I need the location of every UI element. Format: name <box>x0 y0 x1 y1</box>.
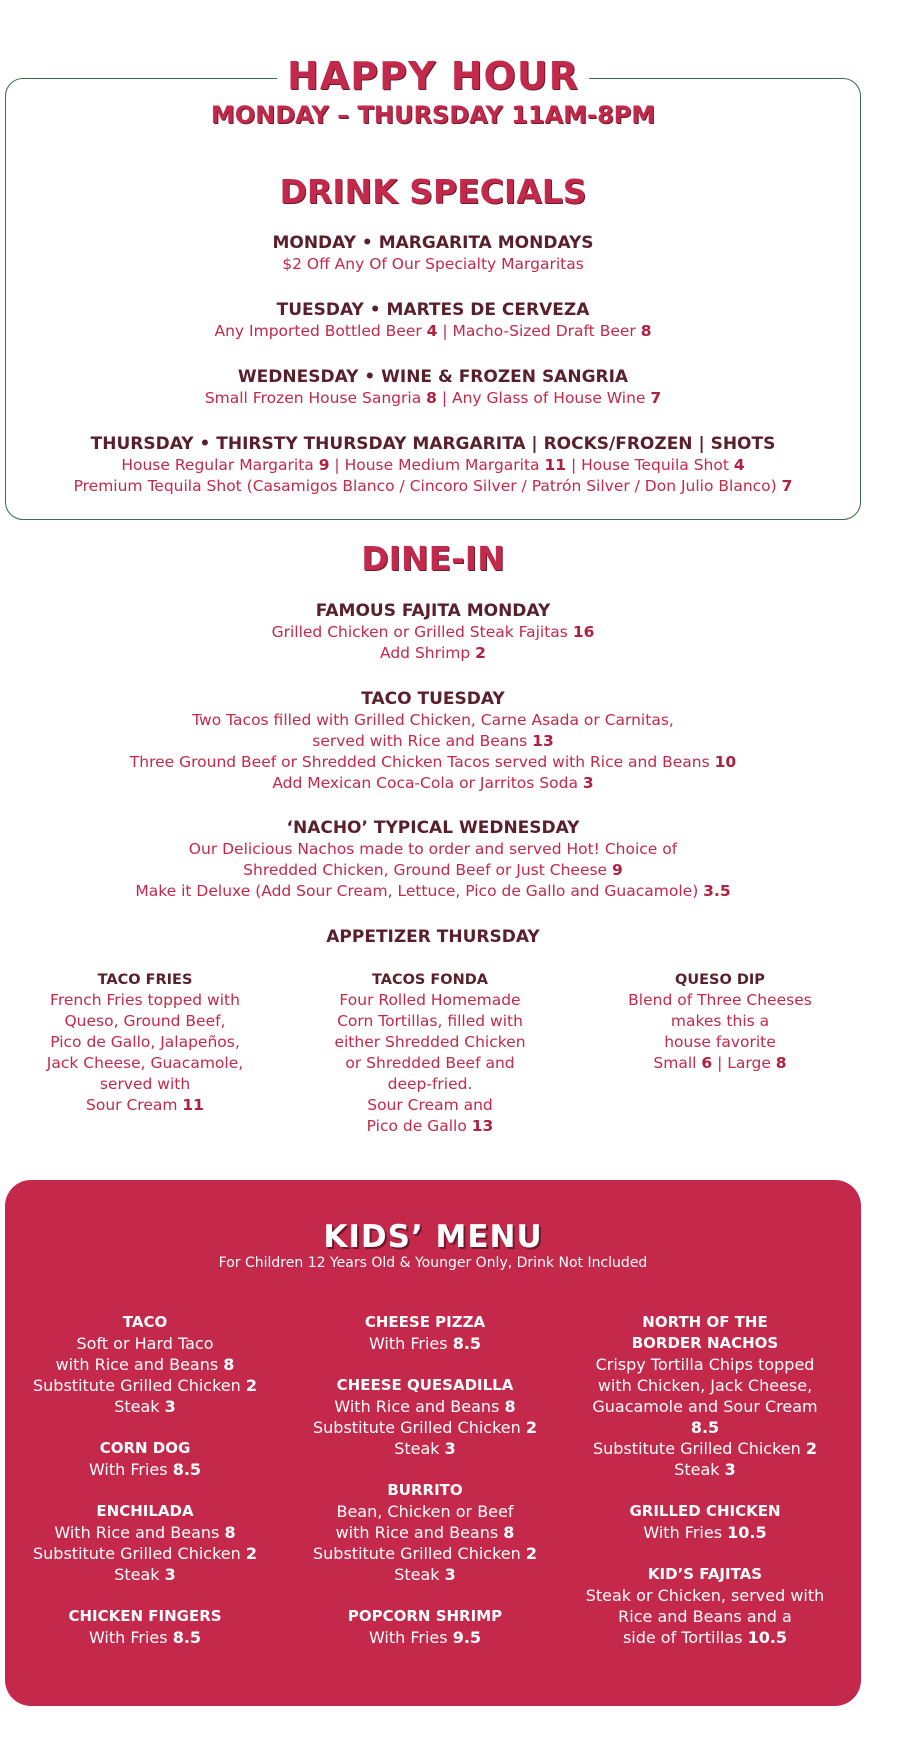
item-line <box>570 1354 840 1375</box>
item-line <box>20 1032 270 1053</box>
item-line <box>0 839 866 860</box>
item-line <box>20 1053 270 1074</box>
item-heading: GRILLED CHICKEN <box>629 1502 781 1520</box>
item-text: Bean, Chicken or Beef <box>336 1502 514 1521</box>
item-price: 3 <box>444 1439 456 1458</box>
kids-menu-item <box>290 1312 560 1354</box>
item-text: Steak or Chicken, served with <box>585 1586 825 1605</box>
item-text: with Chicken, Jack Cheese, <box>597 1376 813 1395</box>
dine-in-thursday <box>0 926 866 948</box>
item-line <box>10 1396 280 1417</box>
item-text: $2 Off Any Of Our Specialty Margaritas <box>282 255 584 273</box>
item-text: Three Ground Beef or Shredded Chicken Tacos served with Rice and Beans <box>129 753 715 771</box>
item-price: 7 <box>781 477 793 495</box>
item-text: Our Delicious Nachos made to order and served Hot! Choice of <box>188 840 678 858</box>
item-heading: FAMOUS FAJITA MONDAY <box>315 601 551 621</box>
item-text: Steak <box>394 1439 445 1458</box>
item-text: Steak <box>114 1397 165 1416</box>
item-text: Guacamole and Sour Cream <box>592 1397 818 1416</box>
item-line <box>10 1543 280 1564</box>
item-line <box>595 1053 845 1074</box>
item-line <box>0 860 866 881</box>
item-line <box>570 1522 840 1543</box>
item-line <box>570 1396 840 1417</box>
item-text: Sour Cream and <box>367 1096 493 1114</box>
item-heading: ‘NACHO’ TYPICAL WEDNESDAY <box>286 818 580 838</box>
item-heading: TACO TUESDAY <box>361 689 505 709</box>
appetizer-tacos-fonda <box>305 970 555 1137</box>
item-price: 8 <box>426 389 437 407</box>
item-price: 8 <box>223 1355 235 1374</box>
item-text: Sour Cream <box>86 1096 183 1114</box>
appetizer-queso-dip <box>595 970 845 1074</box>
item-price: 8 <box>504 1397 516 1416</box>
item-text: served with Rice and Beans <box>312 732 533 750</box>
item-line <box>0 388 866 409</box>
item-line <box>10 1459 280 1480</box>
item-line <box>0 752 866 773</box>
dine-in-tuesday <box>0 688 866 794</box>
item-line <box>0 710 866 731</box>
kids-menu-item <box>10 1312 280 1417</box>
drink-special-thursday <box>0 433 866 497</box>
kids-menu-item <box>10 1438 280 1480</box>
drink-special-monday <box>0 232 866 275</box>
kids-menu-item <box>570 1312 840 1480</box>
item-price: 2 <box>525 1544 537 1563</box>
item-heading: TACO FRIES <box>97 972 193 988</box>
item-line <box>0 731 866 752</box>
item-heading: KID’S FAJITAS <box>647 1565 763 1583</box>
kids-menu-item <box>10 1501 280 1585</box>
kids-menu-column-3 <box>570 1312 840 1669</box>
item-price: 10.5 <box>727 1523 767 1542</box>
item-line <box>10 1522 280 1543</box>
kids-menu-item <box>10 1606 280 1648</box>
item-text: Soft or Hard Taco <box>76 1334 214 1353</box>
dine-in-title: DINE-IN <box>361 539 505 578</box>
appetizer-taco-fries <box>20 970 270 1116</box>
item-text: Jack Cheese, Guacamole, <box>46 1054 244 1072</box>
item-text: Substitute Grilled Chicken <box>313 1418 526 1437</box>
item-line <box>20 990 270 1011</box>
item-line <box>570 1606 840 1627</box>
item-text: With Fries <box>368 1334 453 1353</box>
item-line <box>305 990 555 1011</box>
item-price: 3 <box>164 1397 176 1416</box>
item-price: 8 <box>503 1523 515 1542</box>
item-price: 2 <box>245 1544 257 1563</box>
item-price: 8.5 <box>452 1334 482 1353</box>
kids-menu-item <box>570 1501 840 1543</box>
item-text: | Large <box>712 1054 776 1072</box>
item-price: 13 <box>471 1117 494 1135</box>
item-line <box>570 1585 840 1606</box>
happy-hour-title: HAPPY HOUR <box>277 52 589 100</box>
item-heading: TACO <box>122 1313 168 1331</box>
item-text: | Any Glass of House Wine <box>436 389 651 407</box>
item-text: side of Tortillas <box>622 1628 748 1647</box>
item-heading: TUESDAY • MARTES DE CERVEZA <box>276 300 590 320</box>
item-price: 4 <box>426 322 438 340</box>
item-text: Rice and Beans and a <box>618 1607 792 1626</box>
item-text: French Fries topped with <box>50 991 240 1009</box>
item-line <box>10 1627 280 1648</box>
item-heading: NORTH OF THE BORDER NACHOS <box>631 1313 779 1352</box>
item-text: Substitute Grilled Chicken <box>593 1439 806 1458</box>
kids-menu-note: For Children 12 Years Old & Younger Only, Drink Not Included <box>218 1255 648 1271</box>
item-line <box>595 990 845 1011</box>
happy-hour-title-wrap <box>0 52 866 100</box>
item-text: with Rice and Beans <box>55 1355 224 1374</box>
item-text: Corn Tortillas, filled with <box>337 1012 523 1030</box>
item-line <box>0 773 866 794</box>
item-price: 2 <box>525 1418 537 1437</box>
item-heading: POPCORN SHRIMP <box>347 1607 503 1625</box>
item-line <box>0 643 866 664</box>
item-line <box>290 1564 560 1585</box>
item-price: 8.5 <box>172 1628 202 1647</box>
item-line <box>570 1627 840 1648</box>
item-line <box>10 1354 280 1375</box>
item-text: Any Imported Bottled Beer <box>214 322 427 340</box>
kids-menu-title: KIDS’ MENU <box>323 1219 543 1255</box>
item-line <box>290 1333 560 1354</box>
item-line <box>0 455 866 476</box>
item-price: 6 <box>701 1054 713 1072</box>
item-line <box>20 1074 270 1095</box>
item-text: Pico de Gallo <box>366 1117 472 1135</box>
item-text: Premium Tequila Shot (Casamigos Blanco / Cincoro Silver / Patrón Silver / Don Julio Blanco) <box>73 477 782 495</box>
item-price: 11 <box>544 456 567 474</box>
drink-special-tuesday <box>0 299 866 342</box>
item-price: 3 <box>444 1565 456 1584</box>
item-heading: CORN DOG <box>99 1439 191 1457</box>
item-line <box>290 1627 560 1648</box>
kids-menu-column-1 <box>10 1312 280 1669</box>
item-text: either Shredded Chicken <box>334 1033 526 1051</box>
item-text: Pico de Gallo, Jalapeños, <box>50 1033 240 1051</box>
item-price: 8.5 <box>690 1418 720 1437</box>
item-line <box>290 1501 560 1522</box>
item-line <box>0 622 866 643</box>
item-text: Small <box>653 1054 702 1072</box>
item-text: Steak <box>394 1565 445 1584</box>
item-heading: CHICKEN FINGERS <box>68 1607 222 1625</box>
item-text: House Regular Margarita <box>121 456 319 474</box>
item-text: | House Tequila Shot <box>566 456 734 474</box>
happy-hour-schedule: MONDAY – THURSDAY 11AM-8PM <box>210 101 656 129</box>
kids-menu-column-2 <box>290 1312 560 1669</box>
item-price: 8 <box>640 322 652 340</box>
item-heading: TACOS FONDA <box>371 972 489 988</box>
dine-in-wednesday <box>0 817 866 902</box>
item-price: 10 <box>714 753 737 771</box>
item-text: Substitute Grilled Chicken <box>313 1544 526 1563</box>
item-line <box>20 1095 270 1116</box>
item-line <box>0 881 866 902</box>
drink-specials-title: DRINK SPECIALS <box>279 172 587 211</box>
item-text: Queso, Ground Beef, <box>64 1012 226 1030</box>
item-text: With Fries <box>88 1460 173 1479</box>
item-text: or Shredded Beef and <box>345 1054 515 1072</box>
item-heading: APPETIZER THURSDAY <box>326 927 540 947</box>
item-text: Blend of Three Cheeses <box>628 991 812 1009</box>
item-line <box>305 1074 555 1095</box>
item-price: 3.5 <box>703 882 731 900</box>
item-line <box>0 254 866 275</box>
item-price: 2 <box>245 1376 257 1395</box>
item-text: Substitute Grilled Chicken <box>33 1544 246 1563</box>
item-text: makes this a <box>670 1012 770 1030</box>
item-price: 3 <box>164 1565 176 1584</box>
item-price: 9.5 <box>452 1628 482 1647</box>
item-line <box>10 1375 280 1396</box>
item-text: With Fries <box>88 1628 173 1647</box>
item-price: 9 <box>318 456 330 474</box>
item-price: 13 <box>532 732 554 750</box>
item-text: Grilled Chicken or Grilled Steak Fajitas <box>271 623 573 641</box>
item-heading: CHEESE PIZZA <box>364 1313 486 1331</box>
item-price: 11 <box>182 1096 204 1114</box>
item-price: 7 <box>650 389 662 407</box>
item-price: 2 <box>475 644 486 662</box>
item-text: With Fries <box>368 1628 453 1647</box>
item-text: Steak <box>674 1460 725 1479</box>
item-line <box>570 1459 840 1480</box>
item-line <box>305 1116 555 1137</box>
item-heading: MONDAY • MARGARITA MONDAYS <box>272 233 594 253</box>
item-text: Substitute Grilled Chicken <box>33 1376 246 1395</box>
item-line <box>595 1011 845 1032</box>
item-text: | Macho-Sized Draft Beer <box>437 322 641 340</box>
item-text: deep-fried. <box>387 1075 473 1093</box>
item-price: 8.5 <box>172 1460 202 1479</box>
kids-menu-item <box>290 1480 560 1585</box>
item-line <box>570 1417 840 1438</box>
item-heading: WEDNESDAY • WINE & FROZEN SANGRIA <box>237 367 629 387</box>
item-text: With Fries <box>643 1523 728 1542</box>
item-text: | House Medium Margarita <box>329 456 545 474</box>
item-line <box>290 1543 560 1564</box>
item-price: 8 <box>775 1054 787 1072</box>
item-line <box>290 1417 560 1438</box>
item-line <box>290 1438 560 1459</box>
drink-special-wednesday <box>0 366 866 409</box>
item-line <box>570 1438 840 1459</box>
item-text: Add Mexican Coca-Cola or Jarritos Soda <box>272 774 583 792</box>
item-line <box>10 1333 280 1354</box>
item-line <box>290 1396 560 1417</box>
item-line <box>290 1522 560 1543</box>
kids-menu-item <box>290 1375 560 1459</box>
item-line <box>305 1032 555 1053</box>
item-line <box>20 1011 270 1032</box>
item-heading: ENCHILADA <box>96 1502 194 1520</box>
item-price: 2 <box>805 1439 817 1458</box>
item-price: 8 <box>224 1523 236 1542</box>
item-text: with Rice and Beans <box>335 1523 504 1542</box>
item-line <box>305 1011 555 1032</box>
item-line <box>0 476 866 497</box>
item-text: served with <box>99 1075 191 1093</box>
kids-menu-item <box>290 1606 560 1648</box>
dine-in-monday <box>0 600 866 664</box>
item-price: 3 <box>582 774 594 792</box>
item-line <box>10 1564 280 1585</box>
item-text: Steak <box>114 1565 165 1584</box>
item-text: With Rice and Beans <box>334 1397 505 1416</box>
item-heading: CHEESE QUESADILLA <box>336 1376 514 1394</box>
item-price: 10.5 <box>747 1628 788 1647</box>
item-text: With Rice and Beans <box>54 1523 225 1542</box>
item-text: Crispy Tortilla Chips topped <box>595 1355 815 1374</box>
item-text: Add Shrimp <box>380 644 476 662</box>
kids-menu-item <box>570 1564 840 1648</box>
item-price: 16 <box>572 623 595 641</box>
item-price: 3 <box>724 1460 736 1479</box>
item-line <box>570 1375 840 1396</box>
item-text: house favorite <box>664 1033 776 1051</box>
item-text: Four Rolled Homemade <box>339 991 521 1009</box>
item-text: Make it Deluxe (Add Sour Cream, Lettuce, Pico de Gallo and Guacamole) <box>135 882 704 900</box>
item-line <box>0 321 866 342</box>
item-heading: QUESO DIP <box>675 972 765 988</box>
item-line <box>305 1053 555 1074</box>
item-price: 4 <box>733 456 745 474</box>
item-text: Small Frozen House Sangria <box>204 389 427 407</box>
item-line <box>305 1095 555 1116</box>
item-text: Shredded Chicken, Ground Beef or Just Cheese <box>243 861 613 879</box>
item-line <box>595 1032 845 1053</box>
item-price: 9 <box>612 861 623 879</box>
item-text: Two Tacos filled with Grilled Chicken, Carne Asada or Carnitas, <box>192 711 674 729</box>
item-heading: BURRITO <box>387 1481 463 1499</box>
item-heading: THURSDAY • THIRSTY THURSDAY MARGARITA | ROCKS/FROZEN | SHOTS <box>90 434 776 454</box>
